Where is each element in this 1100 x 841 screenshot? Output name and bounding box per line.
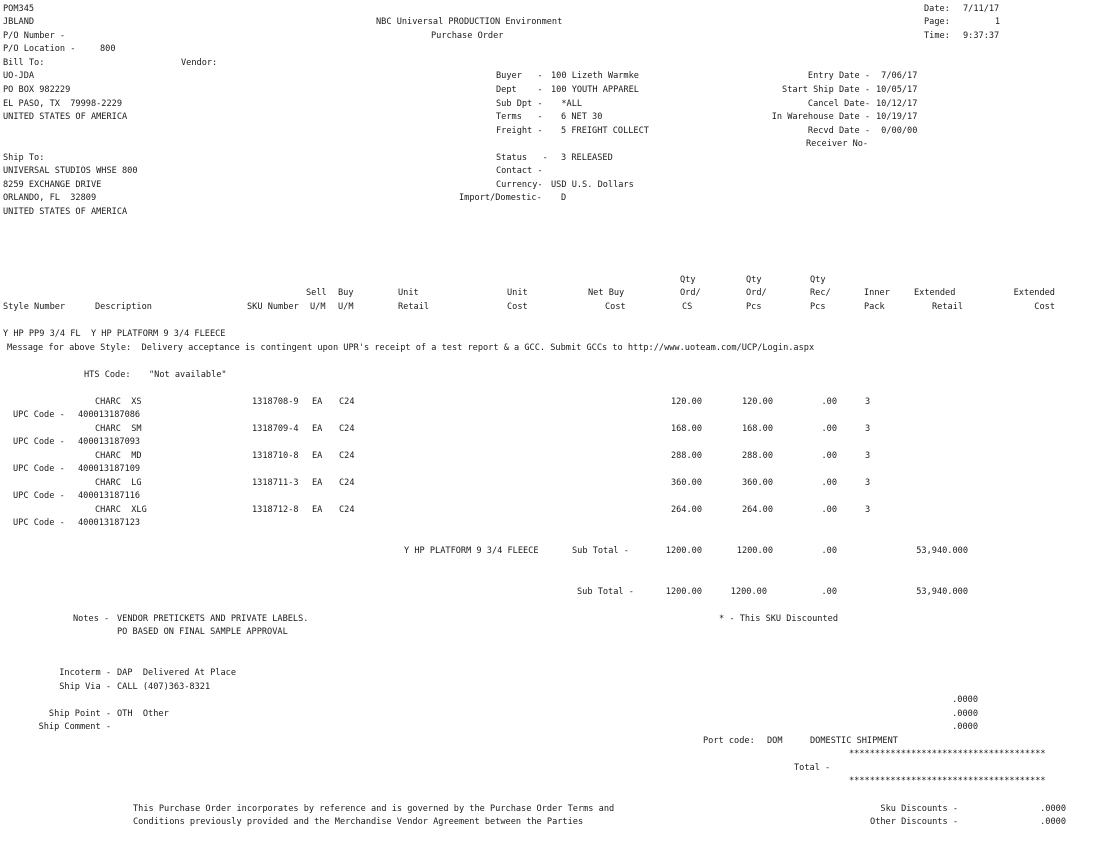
col-unit-cost: Unit bbox=[507, 288, 528, 298]
sku-qty-rec-pcs: .00 bbox=[821, 451, 837, 461]
shipping-amount: .0000 bbox=[952, 709, 978, 719]
sku-inner-pack: 3 bbox=[865, 478, 871, 488]
sku-number: 1318710-8 bbox=[252, 451, 299, 461]
style-subtotal-description: Y HP PLATFORM 9 3/4 FLEECE bbox=[404, 546, 539, 556]
sku-inner-pack: 3 bbox=[865, 451, 871, 461]
sku-number: 1318711-3 bbox=[252, 478, 299, 488]
incoterm-value: DAP Delivered At Place bbox=[117, 668, 236, 678]
receiver-no-label: Receiver No- bbox=[806, 139, 869, 149]
terms-label: Terms - bbox=[496, 112, 543, 122]
status-value: 3 RELEASED bbox=[561, 153, 613, 163]
col-style-number: Style Number bbox=[3, 302, 66, 312]
sku-qty-ord-pcs: 360.00 bbox=[741, 478, 773, 488]
sku-discounts-value: .0000 bbox=[1040, 804, 1066, 814]
time-label: Time: bbox=[924, 31, 950, 41]
entry-date-label: Entry Date - bbox=[807, 71, 870, 81]
sku-sell-um: EA bbox=[312, 451, 323, 461]
document-title: Purchase Order bbox=[431, 31, 504, 41]
style-subtotal-qty-rec: .00 bbox=[821, 546, 837, 556]
sku-sell-um: EA bbox=[312, 478, 323, 488]
upc-code-label: UPC Code - bbox=[13, 491, 65, 501]
style-line: Y HP PP9 3/4 FL Y HP PLATFORM 9 3/4 FLEECE bbox=[3, 329, 226, 339]
sku-qty-ord-cs: 120.00 bbox=[670, 397, 702, 407]
col-sell-um: U/M bbox=[310, 302, 326, 312]
col-sell-um: Sell bbox=[306, 288, 327, 298]
port-code-label: Port code: bbox=[703, 736, 755, 746]
ship-comment-label: Ship Comment - bbox=[38, 722, 111, 732]
currency-label: Currency- bbox=[496, 180, 543, 190]
col-qty-ord-cs: Ord/ bbox=[680, 288, 701, 298]
ship-via-label: Ship Via - bbox=[59, 682, 111, 692]
style-subtotal-label: Sub Total - bbox=[572, 546, 629, 556]
col-net-buy-cost: Net Buy bbox=[588, 288, 625, 298]
subtotal-qty-cs: 1200.00 bbox=[665, 587, 702, 597]
start-ship-date-label: Start Ship Date - bbox=[782, 85, 870, 95]
sku-qty-ord-cs: 264.00 bbox=[670, 505, 702, 515]
user-id: JBLAND bbox=[3, 17, 35, 27]
ship-point-value: OTH Other bbox=[117, 709, 169, 719]
sku-discounts-label: Sku Discounts - bbox=[880, 804, 958, 814]
environment-title: NBC Universal PRODUCTION Environment bbox=[376, 17, 563, 27]
recvd-date-value: 0/00/00 bbox=[876, 126, 918, 136]
upc-code-label: UPC Code - bbox=[13, 518, 65, 528]
buyer-value: 100 Lizeth Warmke bbox=[551, 71, 639, 81]
subtotal-qty-rec: .00 bbox=[821, 587, 837, 597]
col-extended-retail: Extended bbox=[914, 288, 956, 298]
ship-point-label: Ship Point - bbox=[48, 709, 111, 719]
sku-number: 1318708-9 bbox=[252, 397, 299, 407]
upc-code-label: UPC Code - bbox=[13, 437, 65, 447]
upc-code-label: UPC Code - bbox=[13, 410, 65, 420]
upc-code-value: 400013187093 bbox=[78, 437, 141, 447]
dept-value: 100 YOUTH APPAREL bbox=[551, 85, 639, 95]
col-inner-pack: Pack bbox=[864, 302, 885, 312]
col-inner-pack: Inner bbox=[864, 288, 890, 298]
sku-qty-rec-pcs: .00 bbox=[821, 505, 837, 515]
time-value: 9:37:37 bbox=[963, 31, 1000, 41]
col-qty-ord-pcs: Ord/ bbox=[746, 288, 767, 298]
sku-buy-um: C24 bbox=[339, 451, 355, 461]
port-code-value: DOM bbox=[767, 736, 783, 746]
col-qty-ord-pcs: Pcs bbox=[746, 302, 762, 312]
sku-qty-ord-pcs: 120.00 bbox=[741, 397, 773, 407]
upc-code-value: 400013187109 bbox=[78, 464, 141, 474]
bill-to-line: EL PASO, TX 79998-2229 bbox=[3, 99, 122, 109]
sku-buy-um: C24 bbox=[339, 505, 355, 515]
style-subtotal-qty-cs: 1200.00 bbox=[665, 546, 702, 556]
sku-sell-um: EA bbox=[312, 505, 323, 515]
style-subtotal-qty-pcs: 1200.00 bbox=[736, 546, 773, 556]
notes-label: Notes - bbox=[73, 614, 110, 624]
contact-label: Contact - bbox=[496, 166, 543, 176]
sku-inner-pack: 3 bbox=[865, 505, 871, 515]
col-extended-retail: Retail bbox=[932, 302, 964, 312]
hts-code-value: "Not available" bbox=[149, 370, 227, 380]
cancel-date-value: 10/12/17 bbox=[876, 99, 918, 109]
sku-number: 1318712-8 bbox=[252, 505, 299, 515]
start-ship-date-value: 10/05/17 bbox=[876, 85, 918, 95]
ship-to-line: UNIVERSAL STUDIOS WHSE 800 bbox=[3, 166, 138, 176]
sku-qty-ord-cs: 360.00 bbox=[670, 478, 702, 488]
sku-description: CHARC MD bbox=[95, 451, 142, 461]
subtotal-qty-pcs: 1200.00 bbox=[730, 587, 767, 597]
freight-label: Freight - bbox=[496, 126, 543, 136]
sku-buy-um: C24 bbox=[339, 424, 355, 434]
upc-code-label: UPC Code - bbox=[13, 464, 65, 474]
col-unit-retail: Retail bbox=[398, 302, 430, 312]
discount-note: * - This SKU Discounted bbox=[719, 614, 838, 624]
buyer-label: Buyer - bbox=[496, 71, 543, 81]
incoterm-label: Incoterm - bbox=[59, 668, 111, 678]
sku-qty-rec-pcs: .00 bbox=[821, 397, 837, 407]
col-net-buy-cost: Cost bbox=[605, 302, 626, 312]
bill-to-line: UO-JDA bbox=[3, 71, 35, 81]
col-unit-retail: Unit bbox=[398, 288, 419, 298]
shipping-amount: .0000 bbox=[952, 695, 978, 705]
in-warehouse-date-label: In Warehouse Date - bbox=[771, 112, 870, 122]
other-discounts-label: Other Discounts - bbox=[870, 817, 958, 827]
col-extended-cost: Cost bbox=[1034, 302, 1055, 312]
col-buy-um: U/M bbox=[338, 302, 354, 312]
entry-date-value: 7/06/17 bbox=[876, 71, 918, 81]
col-qty-rec-pcs: Pcs bbox=[810, 302, 826, 312]
col-qty-rec-pcs: Rec/ bbox=[810, 288, 831, 298]
sku-number: 1318709-4 bbox=[252, 424, 299, 434]
upc-code-value: 400013187086 bbox=[78, 410, 141, 420]
import-domestic-label: Import/Domestic- bbox=[459, 193, 542, 203]
sku-description: CHARC XLG bbox=[95, 505, 147, 515]
import-domestic-value: D bbox=[561, 193, 567, 203]
sub-dept-label: Sub Dpt - bbox=[496, 99, 543, 109]
stars-divider: ************************************** bbox=[849, 749, 1046, 759]
style-message: Message for above Style: Delivery acceptance is contingent upon UPR's receipt of a test report & a GCC. Submit GCCs to http://www.uoteam.com/UCP/Login.aspx bbox=[7, 343, 815, 353]
po-location-value: 800 bbox=[100, 44, 116, 54]
col-qty-rec-pcs: Qty bbox=[810, 275, 826, 285]
col-qty-ord-cs: CS bbox=[682, 302, 693, 312]
port-code-description: DOMESTIC SHIPMENT bbox=[810, 736, 898, 746]
sku-buy-um: C24 bbox=[339, 478, 355, 488]
page-value: 1 bbox=[994, 17, 1000, 27]
col-unit-cost: Cost bbox=[507, 302, 528, 312]
ship-to-label: Ship To: bbox=[3, 153, 45, 163]
footer-terms-line: Conditions previously provided and the Merchandise Vendor Agreement between the Parties bbox=[133, 817, 584, 827]
recvd-date-label: Recvd Date - bbox=[807, 126, 870, 136]
bill-to-line: UNITED STATES OF AMERICA bbox=[3, 112, 128, 122]
col-buy-um: Buy bbox=[338, 288, 354, 298]
stars-divider: ************************************** bbox=[849, 776, 1046, 786]
footer-terms-line: This Purchase Order incorporates by reference and is governed by the Purchase Order Terms and bbox=[133, 804, 615, 814]
upc-code-value: 400013187116 bbox=[78, 491, 141, 501]
in-warehouse-date-value: 10/19/17 bbox=[876, 112, 918, 122]
sku-qty-ord-pcs: 264.00 bbox=[741, 505, 773, 515]
cancel-date-label: Cancel Date- bbox=[807, 99, 870, 109]
subtotal-extended-retail: 53,940.000 bbox=[916, 587, 968, 597]
sku-qty-ord-cs: 168.00 bbox=[670, 424, 702, 434]
total-label: Total - bbox=[794, 763, 831, 773]
freight-value: 5 FREIGHT COLLECT bbox=[561, 126, 649, 136]
notes-line: VENDOR PRETICKETS AND PRIVATE LABELS. bbox=[117, 614, 309, 624]
date-label: Date: bbox=[924, 4, 950, 14]
ship-to-line: 8259 EXCHANGE DRIVE bbox=[3, 180, 102, 190]
col-qty-ord-cs: Qty bbox=[680, 275, 696, 285]
sku-qty-ord-cs: 288.00 bbox=[670, 451, 702, 461]
po-number: P/O Number - bbox=[3, 31, 66, 41]
sku-sell-um: EA bbox=[312, 424, 323, 434]
po-location-label: P/O Location - bbox=[3, 44, 76, 54]
status-label: Status - bbox=[496, 153, 548, 163]
upc-code-value: 400013187123 bbox=[78, 518, 141, 528]
ship-to-line: UNITED STATES OF AMERICA bbox=[3, 207, 128, 217]
ship-to-line: ORLANDO, FL 32809 bbox=[3, 193, 97, 203]
program-id: POM345 bbox=[3, 4, 35, 14]
sku-description: CHARC SM bbox=[95, 424, 142, 434]
currency-value: USD U.S. Dollars bbox=[551, 180, 634, 190]
sku-inner-pack: 3 bbox=[865, 424, 871, 434]
notes-line: PO BASED ON FINAL SAMPLE APPROVAL bbox=[117, 627, 288, 637]
sku-sell-um: EA bbox=[312, 397, 323, 407]
bill-to-line: PO BOX 982229 bbox=[3, 85, 71, 95]
sku-qty-ord-pcs: 168.00 bbox=[741, 424, 773, 434]
hts-code-label: HTS Code: bbox=[84, 370, 131, 380]
sku-description: CHARC XS bbox=[95, 397, 142, 407]
sku-buy-um: C24 bbox=[339, 397, 355, 407]
col-sku-number: SKU Number bbox=[247, 302, 299, 312]
sub-dept-value: *ALL bbox=[551, 99, 583, 109]
vendor-label: Vendor: bbox=[181, 58, 218, 68]
ship-via-value: CALL (407)363-8321 bbox=[117, 682, 211, 692]
sku-qty-rec-pcs: .00 bbox=[821, 424, 837, 434]
style-subtotal-extended-retail: 53,940.000 bbox=[916, 546, 968, 556]
bill-to-label: Bill To: bbox=[3, 58, 45, 68]
dept-label: Dept - bbox=[496, 85, 543, 95]
col-description: Description bbox=[95, 302, 152, 312]
sku-qty-rec-pcs: .00 bbox=[821, 478, 837, 488]
terms-value: 6 NET 30 bbox=[561, 112, 603, 122]
col-extended-cost: Extended bbox=[1013, 288, 1055, 298]
sku-description: CHARC LG bbox=[95, 478, 142, 488]
shipping-amount: .0000 bbox=[952, 722, 978, 732]
date-value: 7/11/17 bbox=[963, 4, 1000, 14]
subtotal-label: Sub Total - bbox=[577, 587, 634, 597]
sku-inner-pack: 3 bbox=[865, 397, 871, 407]
col-qty-ord-pcs: Qty bbox=[746, 275, 762, 285]
page-label: Page: bbox=[924, 17, 950, 27]
other-discounts-value: .0000 bbox=[1040, 817, 1066, 827]
sku-qty-ord-pcs: 288.00 bbox=[741, 451, 773, 461]
